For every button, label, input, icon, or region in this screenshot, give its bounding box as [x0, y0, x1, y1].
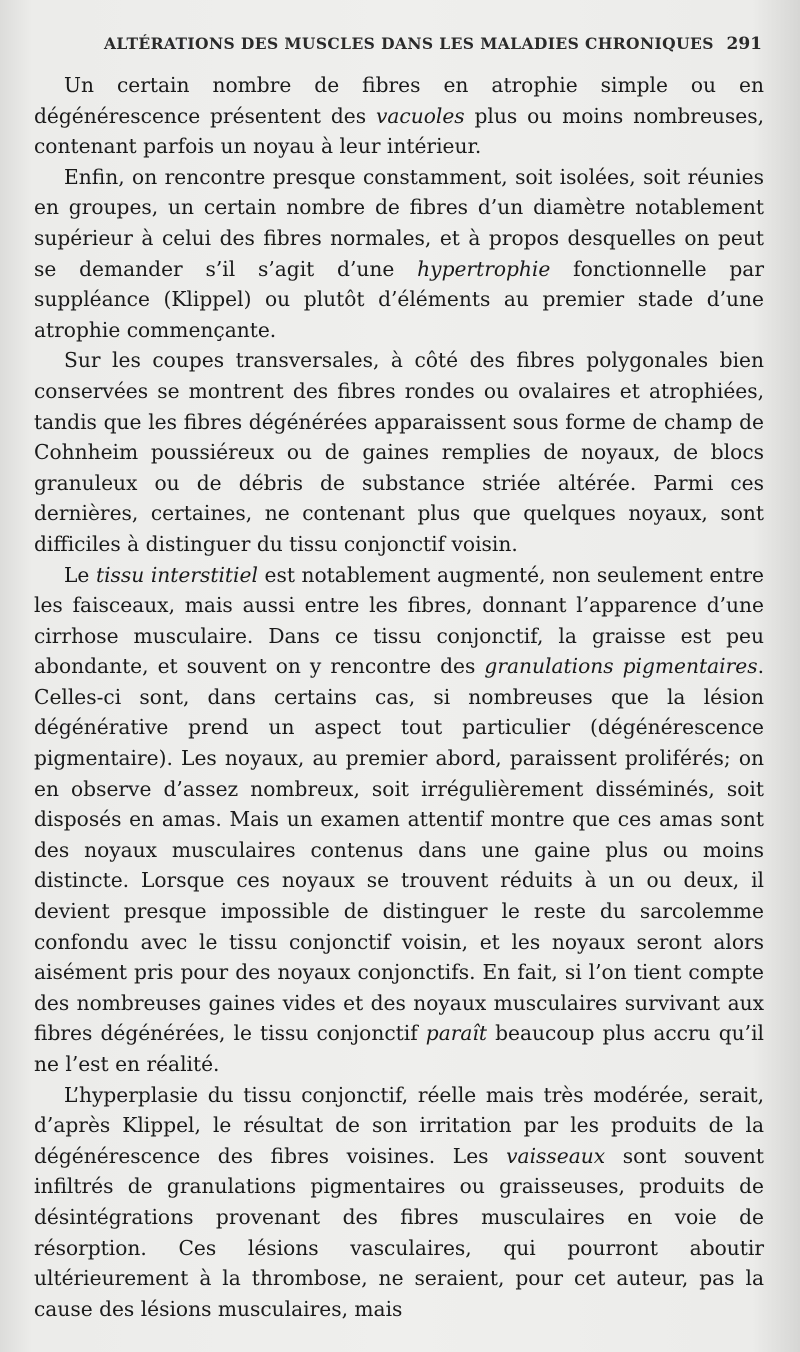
text-run: sont souvent infiltrés de granulations pigmentaires ou graisseuses, produits de désintégrations provenant des fibres musculaires en voie de résorption. Ces lésions vasculaires, qui pourront aboutir ultérieurement à la thrombose, ne seraient, pour cet auteur, pas la cause des lésions musculaires, mais: [34, 1143, 764, 1321]
paragraph: [34, 1080, 764, 1325]
paragraph: [34, 162, 764, 346]
italic-term: vaisseaux: [506, 1143, 606, 1168]
text-run: . Celles-ci sont, dans certains cas, si nombreuses que la lésion dégénérative prend un aspect tout particulier (dégénérescence pigmentaire). Les noyaux, au premier abord, paraissent proliférés; on en observe d’assez nombreux, soit irrégulièrement disséminés, soit disposés en amas. Mais un examen attentif montre que ces amas sont des noyaux musculaires contenus dans une gaine plus ou moins distincte. Lorsque ces noyaux se trouvent réduits à un ou deux, il devient presque impossible de distinguer le reste du sarcolemme confondu avec le tissu conjonctif voisin, et les noyaux seront alors aisément pris pour des noyaux conjonctifs. En fait, si l’on tient compte des nombreuses gaines vides et des noyaux musculaires survivant aux fibres dégénérées, le tissu conjonctif: [34, 654, 764, 1046]
text-run: beaucoup plus accru qu’il ne l’est en réalité.: [34, 1021, 764, 1076]
page-header: [36, 34, 762, 64]
paragraph: [34, 70, 764, 162]
text-run: Le: [64, 562, 96, 587]
text-run: fonctionnelle par suppléance (Klippel) ou plutôt d’éléments au premier stade d’une atrophie commençante.: [34, 256, 764, 342]
running-head: ALTÉRATIONS DES MUSCLES DANS LES MALADIES CHRONIQUES: [104, 34, 714, 53]
italic-term: granulations pigmentaires: [484, 654, 758, 679]
text-run: Enfin, on rencontre presque constamment, soit isolées, soit réunies en groupes, un certain nombre de fibres d’un diamètre notablement supérieur à celui des fibres normales, et à propos desquelles on peut se demander s’il s’agit d’une: [34, 164, 764, 281]
paragraph: [34, 345, 764, 559]
text-run: est notablement augmenté, non seulement entre les faisceaux, mais aussi entre les fibres, donnant l’apparence d’une cirrhose musculaire. Dans ce tissu conjonctif, la graisse est peu abondante, et souvent on y rencontre des: [34, 562, 765, 679]
page-number: 291: [726, 34, 762, 54]
text-run: plus ou moins nombreuses, contenant parfois un noyau à leur intérieur.: [34, 103, 764, 159]
paragraph: [34, 560, 764, 1080]
italic-term: paraît: [425, 1021, 487, 1046]
text-run: L’hyperplasie du tissu conjonctif, réelle mais très modérée, serait, d’après Klippel, le résultat de son irritation par les produits de la dégénérescence des fibres voisines. Les: [34, 1082, 764, 1168]
text-run: Un certain nombre de fibres en atrophie simple ou en dégénérescence présentent des: [34, 73, 764, 128]
body-text: [34, 70, 764, 1324]
italic-term: vacuoles: [375, 103, 465, 128]
italic-term: tissu interstitiel: [95, 562, 258, 587]
italic-term: hypertrophie: [417, 256, 551, 281]
text-run: Sur les coupes transversales, à côté des fibres polygonales bien conservées se montrent des fibres rondes ou ovalaires et atrophiées, tandis que les fibres dégénérées apparaissent sous forme de champ de Cohnheim poussiéreux ou de gaines remplies de noyaux, de blocs granuleux ou de débris de substance striée altérée. Parmi ces dernières, certaines, ne contenant plus que quelques noyaux, sont difficiles à distinguer du tissu conjonctif voisin.: [34, 348, 764, 556]
